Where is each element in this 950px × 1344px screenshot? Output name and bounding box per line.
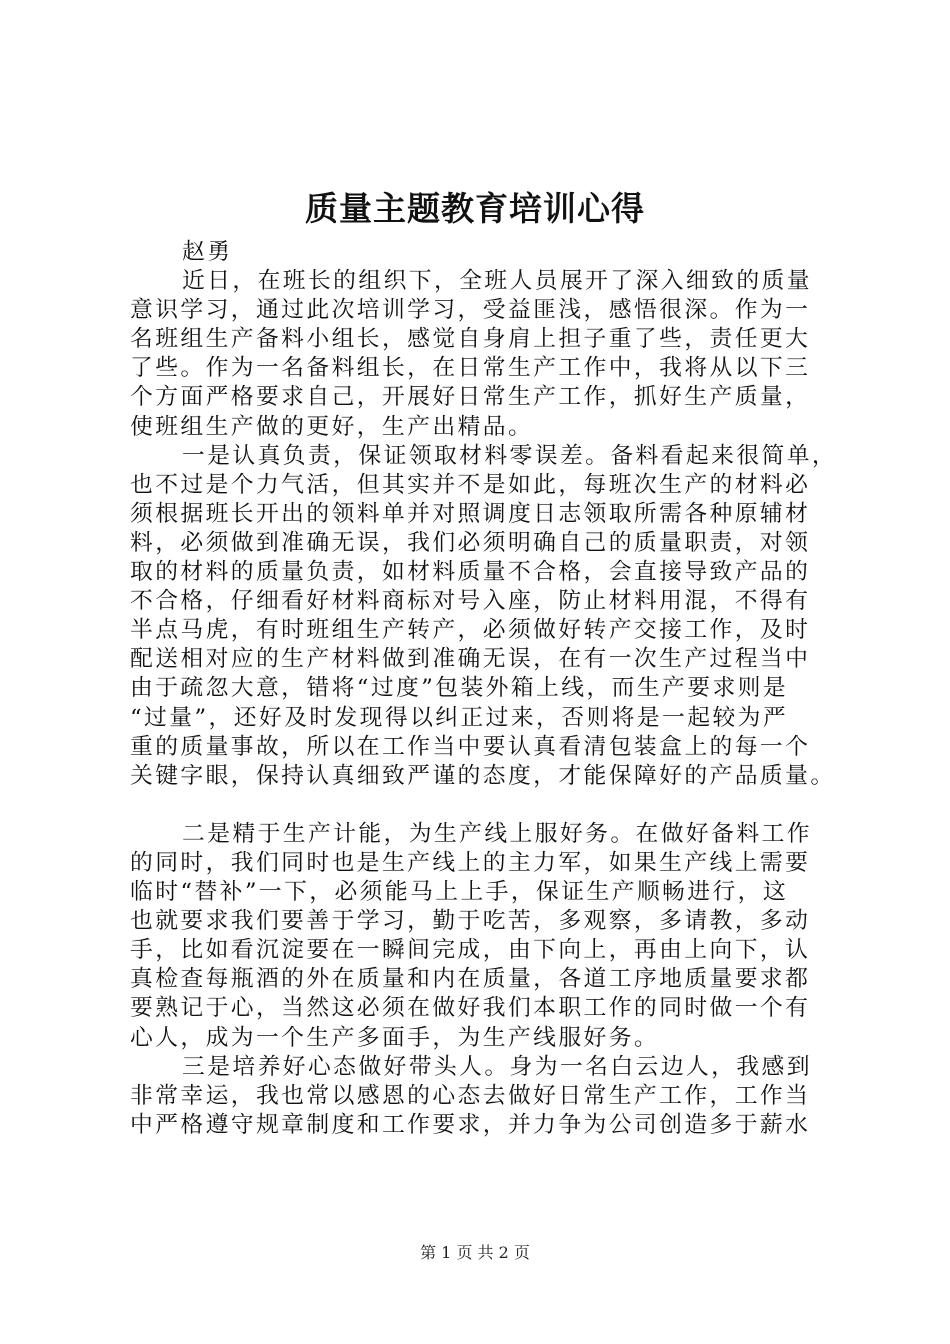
paragraph-line: 使班组生产做的更好，生产出精品。: [130, 413, 534, 440]
paragraph-line: 意识学习，通过此次培训学习，受益匪浅，感悟很深。作为一: [130, 297, 811, 324]
paragraph-line: 的同时，我们同时也是生产线上的主力军，如果生产线上需要: [130, 849, 811, 876]
paragraph-line: 中严格遵守规章制度和工作要求，并力争为公司创造多于薪水: [130, 1111, 811, 1138]
paragraph-line: 真检查每瓶酒的外在质量和内在质量，各道工序地质量要求都: [130, 966, 811, 993]
paragraph-line: 名班组生产备料小组长，感觉自身肩上担子重了些，责任更大: [130, 326, 811, 353]
paragraph-line: 不合格，仔细看好材料商标对号入座，防止材料用混，不得有: [130, 588, 811, 615]
author-line: 赵勇: [182, 239, 233, 265]
blank-line: [130, 791, 844, 820]
paragraph-line: “过量”，还好及时发现得以纠正过来，否则将是一起较为严: [130, 704, 789, 731]
paragraph-line: 半点马虎，有时班组生产转产，必须做好转产交接工作，及时: [130, 617, 811, 644]
paragraph-line: 要熟记于心，当然这必须在做好我们本职工作的同时做一个有: [130, 995, 811, 1022]
page-footer: 第 1 页 共 2 页: [420, 1243, 530, 1262]
paragraph-line: 由于疏忽大意，错将“过度”包装外箱上线，而生产要求则是: [130, 675, 789, 702]
paragraph-line: 也不过是个力气活，但其实并不是如此，每班次生产的材料必: [130, 471, 811, 498]
paragraph-line: 个方面严格要求自己，开展好日常生产工作，抓好生产质量，: [130, 384, 811, 411]
paragraph-line: 须根据班长开出的领料单并对照调度日志领取所需各种原辅材: [130, 500, 811, 527]
paragraph-line: 心人，成为一个生产多面手，为生产线服好务。: [130, 1024, 660, 1051]
paragraph-line: 料，必须做到准确无误，我们必须明确自己的质量职责，对领: [130, 529, 811, 556]
paragraph-line: 临时“替补”一下，必须能马上上手，保证生产顺畅进行，这: [130, 879, 789, 906]
paragraph-line: 关键字眼，保持认真细致严谨的态度，才能保障好的产品质量。: [130, 762, 836, 789]
paragraph-line: 非常幸运，我也常以感恩的心态去做好日常生产工作，工作当: [130, 1082, 811, 1109]
paragraph-lines: [130, 267, 844, 1140]
paragraph-first-line: 二是精于生产计能，为生产线上服好务。在做好备料工作: [182, 820, 812, 847]
paragraph-line: 取的材料的质量负责，如材料质量不合格，会直接导致产品的: [130, 559, 811, 586]
paragraph-line: 重的质量事故，所以在工作当中要认真看清包装盒上的每一个: [130, 733, 811, 760]
paragraph-first-line: 三是培养好心态做好带头人。身为一名白云边人，我感到: [182, 1053, 812, 1080]
paragraph-first-line: 一是认真负责，保证领取材料零误差。备料看起来很简单，: [182, 442, 838, 469]
paragraph-line: 手，比如看沉淀要在一瞬间完成，由下向上，再由上向下，认: [130, 937, 811, 964]
paragraph-line: 了些。作为一名备料组长，在日常生产工作中，我将从以下三: [130, 355, 811, 382]
paragraph-line: 也就要求我们要善于学习，勤于吃苦，多观察，多请教，多动: [130, 908, 811, 935]
document-title: 质量主题教育培训心得: [305, 189, 645, 228]
paragraph-line: 配送相对应的生产材料做到准确无误，在有一次生产过程当中: [130, 646, 811, 673]
document-body: [130, 238, 844, 1140]
paragraph-first-line: 近日，在班长的组织下，全班人员展开了深入细致的质量: [182, 268, 812, 295]
